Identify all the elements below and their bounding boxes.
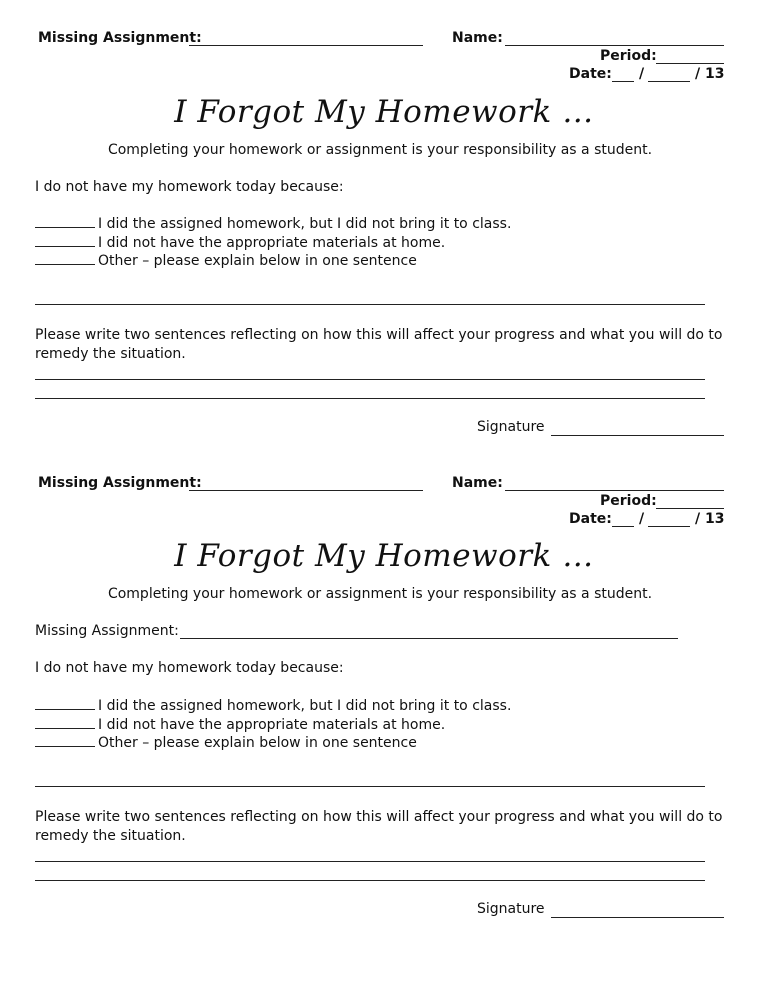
reflection-line-2[interactable] [35, 866, 705, 881]
date-month-field[interactable] [612, 512, 634, 527]
signature-label: Signature [477, 901, 545, 917]
explanation-line[interactable] [35, 290, 705, 305]
date-month-field[interactable] [612, 67, 634, 82]
option-check-blank[interactable] [35, 734, 95, 747]
signature-label: Signature [477, 419, 545, 435]
period-field[interactable] [656, 494, 724, 509]
name-field[interactable] [505, 31, 724, 46]
reason-prompt: I do not have my homework today because: [35, 179, 344, 195]
homework-form-1 [0, 0, 768, 460]
period-label: Period: [600, 493, 657, 509]
reflection-line-2[interactable] [35, 384, 705, 399]
homework-form-2 [0, 445, 768, 945]
reflection-line-1[interactable] [35, 365, 705, 380]
signature-field[interactable] [551, 903, 724, 918]
option-other[interactable] [35, 252, 417, 269]
missing-assignment-label: Missing Assignment: [38, 475, 202, 491]
explanation-line[interactable] [35, 772, 705, 787]
option-check-blank[interactable] [35, 215, 95, 228]
option-check-blank[interactable] [35, 234, 95, 247]
date-day-field[interactable] [648, 512, 690, 527]
intro-text: Completing your homework or assignment is your responsibility as a student. [107, 586, 653, 602]
option-other[interactable] [35, 734, 417, 751]
option-brought[interactable] [35, 697, 511, 714]
option-label: Other – please explain below in one sentence [98, 735, 417, 751]
option-check-blank[interactable] [35, 716, 95, 729]
date-label: Date: [569, 66, 612, 82]
option-check-blank[interactable] [35, 697, 95, 710]
option-label: I did not have the appropriate materials at home. [98, 717, 446, 733]
reason-prompt: I do not have my homework today because: [35, 660, 344, 676]
option-brought[interactable] [35, 215, 511, 232]
option-label: I did the assigned homework, but I did not bring it to class. [98, 698, 512, 714]
missing-assignment-field[interactable] [189, 31, 423, 46]
date-year: / 13 [695, 511, 725, 527]
date-separator: / [639, 66, 645, 82]
missing-assignment-label: Missing Assignment: [38, 30, 202, 46]
name-field[interactable] [505, 476, 724, 491]
option-label: I did not have the appropriate materials at home. [98, 235, 446, 251]
missing-assignment-body-label: Missing Assignment: [35, 623, 179, 639]
option-check-blank[interactable] [35, 252, 95, 265]
missing-assignment-field[interactable] [189, 476, 423, 491]
option-materials[interactable] [35, 716, 445, 733]
signature-field[interactable] [551, 421, 724, 436]
form-title: I Forgot My Homework … [174, 538, 594, 574]
reflection-prompt: Please write two sentences reflecting on how this will affect your progress and what you will do to remedy the situation. [35, 327, 723, 362]
date-label: Date: [569, 511, 612, 527]
form-title: I Forgot My Homework … [174, 94, 594, 130]
intro-text: Completing your homework or assignment is your responsibility as a student. [107, 142, 653, 158]
missing-assignment-body-field[interactable] [180, 624, 678, 639]
option-label: Other – please explain below in one sentence [98, 253, 417, 269]
date-day-field[interactable] [648, 67, 690, 82]
period-field[interactable] [656, 49, 724, 64]
period-label: Period: [600, 48, 657, 64]
date-year: / 13 [695, 66, 725, 82]
option-materials[interactable] [35, 234, 445, 251]
name-label: Name: [452, 30, 503, 46]
reflection-prompt: Please write two sentences reflecting on how this will affect your progress and what you will do to remedy the situation. [35, 809, 723, 844]
name-label: Name: [452, 475, 503, 491]
date-separator: / [639, 511, 645, 527]
option-label: I did the assigned homework, but I did not bring it to class. [98, 216, 512, 232]
reflection-line-1[interactable] [35, 847, 705, 862]
